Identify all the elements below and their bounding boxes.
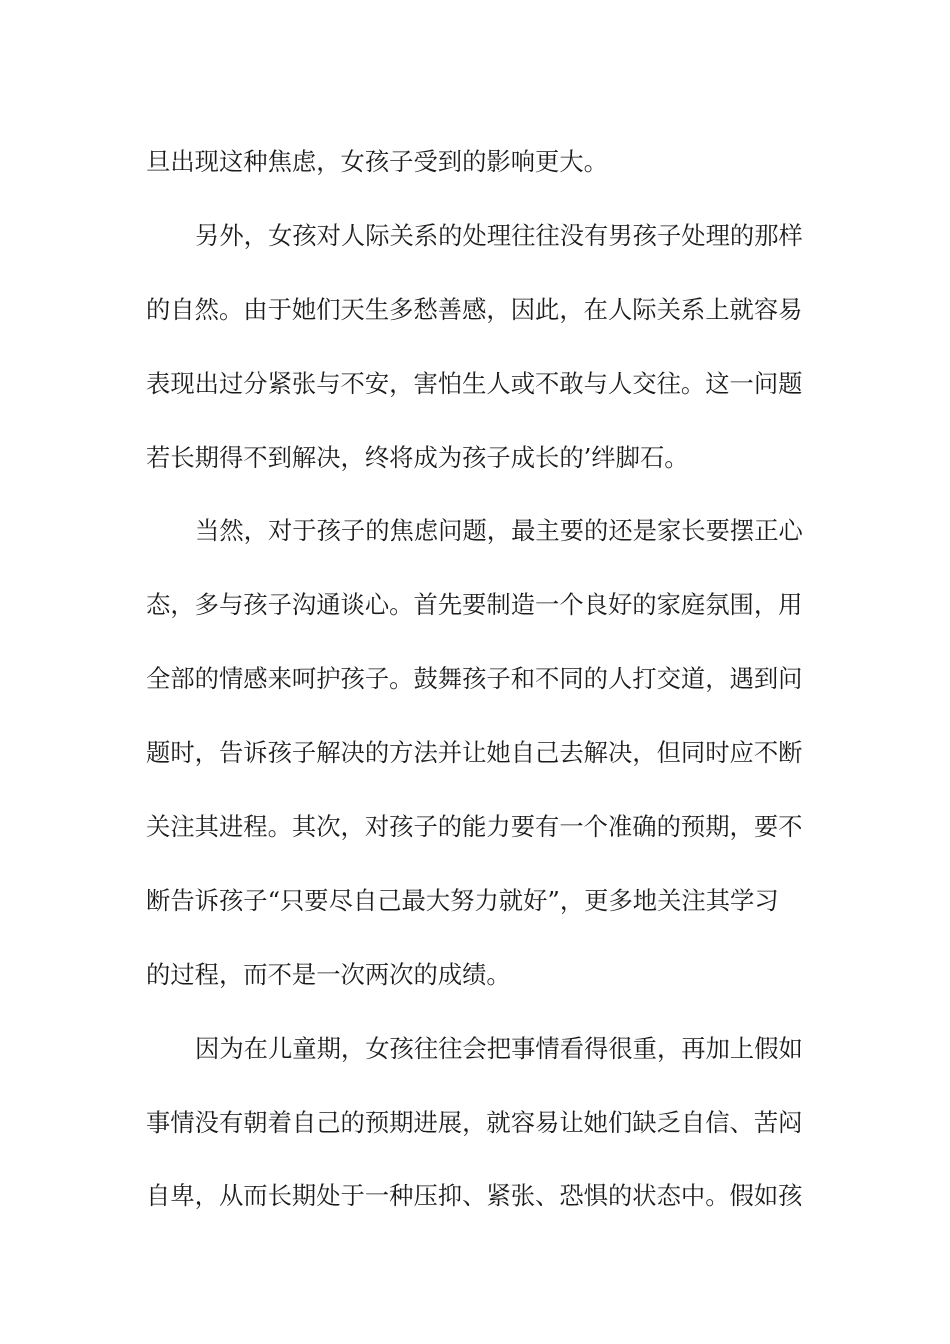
text-line: 关注其进程。其次，对孩子的能力要有一个准确的预期，要不 xyxy=(146,812,803,842)
text-line: 另外，女孩对人际关系的处理往往没有男孩子处理的那样 xyxy=(195,220,803,250)
text-line: 自卑，从而长期处于一种压抑、紧张、恐惧的状态中。假如孩 xyxy=(146,1181,803,1211)
text-line: 全部的情感来呵护孩子。鼓舞孩子和不同的人打交道，遇到问 xyxy=(146,664,803,694)
text-line: 事情没有朝着自己的预期进展，就容易让她们缺乏自信、苦闷 xyxy=(146,1107,803,1137)
text-line: 表现出过分紧张与不安，害怕生人或不敢与人交往。这一问题 xyxy=(146,368,803,398)
text-line: 断告诉孩子“只要尽自己最大努力就好”，更多地关注其学习 xyxy=(146,885,779,915)
text-line: 态，多与孩子沟通谈心。首先要制造一个良好的家庭氛围，用 xyxy=(146,590,803,620)
text-line: 当然，对于孩子的焦虑问题，最主要的还是家长要摆正心 xyxy=(195,516,803,546)
text-line: 旦出现这种焦虑，女孩子受到的影响更大。 xyxy=(146,147,608,176)
text-line: 的过程，而不是一次两次的成绩。 xyxy=(146,959,511,989)
text-line: 若长期得不到解决，终将成为孩子成长的’绊脚石。 xyxy=(146,442,689,472)
text-line: 的自然。由于她们天生多愁善感，因此，在人际关系上就容易 xyxy=(146,294,803,324)
document-body xyxy=(146,125,806,1233)
text-line: 题时，告诉孩子解决的方法并让她自己去解决，但同时应不断 xyxy=(146,738,803,768)
text-line: 因为在儿童期，女孩往往会把事情看得很重，再加上假如 xyxy=(195,1033,803,1063)
